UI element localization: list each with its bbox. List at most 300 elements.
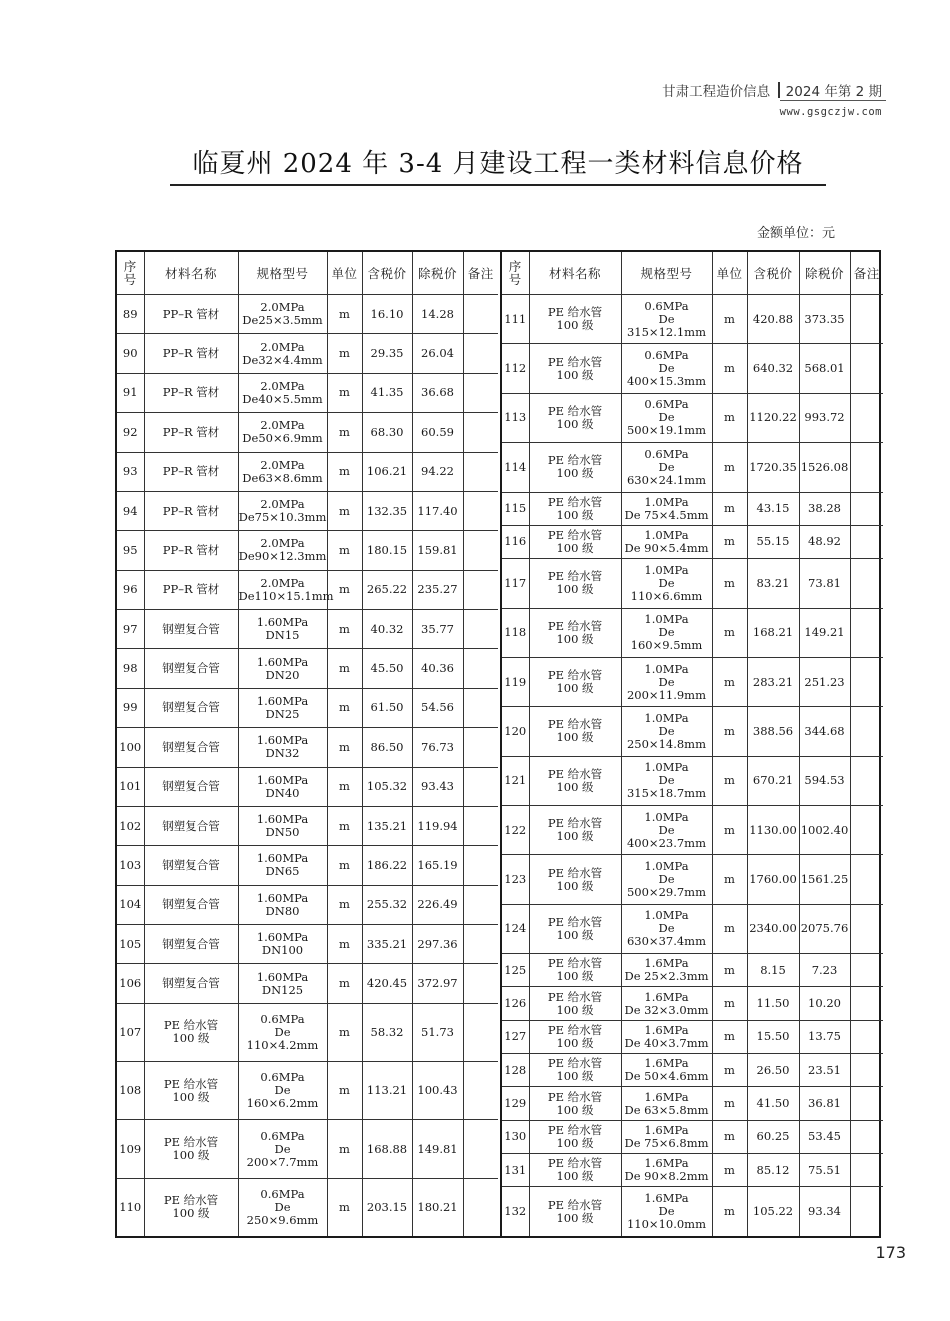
row-material-name [529, 1020, 621, 1053]
row-spec-line: 1.6MPa [644, 956, 689, 971]
row-material-name-line: 100 级 [556, 466, 594, 481]
row-no: 119 [502, 657, 529, 706]
row-unit: m [712, 295, 747, 344]
row-material-name-line: PE 给水管 [547, 354, 603, 369]
row-material-name [144, 295, 238, 334]
row-material-name [529, 987, 621, 1020]
row-tax-exclusive-price: 235.27 [412, 570, 463, 609]
table-row [502, 756, 883, 805]
row-unit: m [327, 964, 362, 1003]
row-unit: m [327, 1062, 362, 1120]
row-no: 132 [502, 1187, 529, 1236]
row-material-name [529, 904, 621, 953]
row-unit: m [712, 608, 747, 657]
row-material-name-line: PE 给水管 [547, 494, 603, 509]
row-tax-exclusive-price: 297.36 [412, 925, 463, 964]
header-tax-inclusive-price: 含税价 [362, 252, 412, 295]
row-tax-inclusive-price: 15.50 [747, 1020, 799, 1053]
row-material-name-line: PE 给水管 [163, 1135, 219, 1150]
row-material-name-line: 钢塑复合管 [162, 661, 220, 676]
row-spec-line: De 250×14.8mm [626, 723, 706, 751]
row-spec-line: 1.6MPa [644, 989, 689, 1004]
row-unit: m [327, 728, 362, 767]
row-material-name-line: PE 给水管 [547, 717, 603, 732]
row-remark [850, 492, 883, 525]
row-no: 101 [117, 767, 144, 806]
row-spec [238, 1120, 327, 1178]
row-spec-line: De 50×4.6mm [624, 1069, 709, 1084]
row-unit: m [327, 1120, 362, 1178]
row-spec [238, 846, 327, 885]
row-material-name [144, 531, 238, 570]
row-unit: m [327, 452, 362, 491]
table-row [502, 1087, 883, 1120]
row-remark [850, 657, 883, 706]
row-unit: m [712, 707, 747, 756]
row-spec [621, 1020, 712, 1053]
row-material-name-line: PE 给水管 [547, 527, 603, 542]
row-no: 121 [502, 756, 529, 805]
row-spec-line: DN100 [261, 943, 304, 958]
row-material-name-line: 100 级 [556, 730, 594, 745]
row-material-name-line: PP–R 管材 [162, 542, 220, 557]
row-spec [238, 806, 327, 845]
row-spec [621, 344, 712, 393]
row-tax-exclusive-price: 119.94 [412, 806, 463, 845]
row-spec-line: De 75×4.5mm [624, 507, 709, 522]
row-material-name-line: PE 给水管 [547, 914, 603, 929]
row-material-name-line: 钢塑复合管 [162, 857, 220, 872]
row-remark [850, 608, 883, 657]
row-spec [238, 334, 327, 373]
table-row [502, 855, 883, 904]
row-no: 131 [502, 1154, 529, 1187]
row-spec-line: De 500×19.1mm [626, 410, 706, 438]
row-material-name-line: 钢塑复合管 [162, 700, 220, 715]
row-spec [621, 608, 712, 657]
row-material-name [529, 806, 621, 855]
row-tax-inclusive-price: 1720.35 [747, 443, 799, 492]
row-tax-inclusive-price: 640.32 [747, 344, 799, 393]
row-material-name-line: PP–R 管材 [162, 346, 220, 361]
row-material-name-line: 100 级 [556, 416, 594, 431]
row-tax-inclusive-price: 420.88 [747, 295, 799, 344]
row-unit: m [327, 806, 362, 845]
row-remark [850, 393, 883, 442]
row-tax-inclusive-price: 132.35 [362, 491, 412, 530]
row-no: 130 [502, 1120, 529, 1153]
row-unit: m [712, 1054, 747, 1087]
row-tax-inclusive-price: 41.50 [747, 1087, 799, 1120]
publication-name: 甘肃工程造价信息 [662, 84, 771, 100]
row-spec [621, 492, 712, 525]
header-no-line1: 序 [508, 259, 522, 274]
row-tax-exclusive-price: 75.51 [799, 1154, 850, 1187]
row-material-name-line: PE 给水管 [547, 1056, 603, 1071]
row-remark [463, 295, 498, 334]
table-row [117, 728, 498, 767]
row-no: 99 [117, 688, 144, 727]
row-spec-line: De 630×24.1mm [626, 459, 706, 487]
row-material-name [529, 855, 621, 904]
table-row [117, 295, 498, 334]
row-tax-exclusive-price: 993.72 [799, 393, 850, 442]
row-tax-inclusive-price: 58.32 [362, 1003, 412, 1061]
row-material-name-line: PE 给水管 [547, 766, 603, 781]
header-unit: 单位 [712, 252, 747, 295]
row-material-name [144, 1062, 238, 1120]
table-row [502, 1054, 883, 1087]
row-tax-exclusive-price: 117.40 [412, 491, 463, 530]
row-unit: m [712, 525, 747, 558]
row-material-name-line: 钢塑复合管 [162, 976, 220, 991]
row-spec [621, 855, 712, 904]
row-spec-line: 1.6MPa [644, 1056, 689, 1071]
header-remark: 备注 [850, 252, 883, 295]
row-tax-inclusive-price: 420.45 [362, 964, 412, 1003]
row-material-name [529, 492, 621, 525]
row-spec-line: De 500×29.7mm [626, 872, 706, 900]
row-material-name-line: PE 给水管 [547, 1156, 603, 1171]
row-remark [463, 570, 498, 609]
row-tax-exclusive-price: 149.81 [412, 1120, 463, 1178]
row-tax-inclusive-price: 61.50 [362, 688, 412, 727]
row-spec [621, 954, 712, 987]
row-spec-line: 1.60MPa DN15 [256, 615, 320, 643]
row-unit: m [712, 492, 747, 525]
header-separator [778, 82, 780, 98]
table-row [117, 373, 498, 412]
row-spec [621, 1054, 712, 1087]
row-spec-line: 0.6MPa [644, 397, 689, 412]
row-material-name-line: PE 给水管 [547, 403, 603, 418]
row-spec-line: 2.0MPa [260, 378, 305, 393]
page-title: 临夏州 2024 年 3-4 月建设工程一类材料信息价格 [192, 149, 804, 179]
row-tax-exclusive-price: 93.34 [799, 1187, 850, 1236]
row-spec [238, 491, 327, 530]
row-material-name [529, 295, 621, 344]
row-remark [463, 767, 498, 806]
row-tax-inclusive-price: 85.12 [747, 1154, 799, 1187]
row-remark [850, 295, 883, 344]
row-spec-line: De 200×7.7mm [246, 1141, 319, 1169]
row-material-name [144, 1003, 238, 1061]
title-underline [170, 184, 826, 186]
table-row [117, 1178, 498, 1236]
row-spec-line: De 25×2.3mm [624, 969, 709, 984]
table-row [117, 452, 498, 491]
row-remark [463, 1120, 498, 1178]
row-no: 111 [502, 295, 529, 344]
row-tax-exclusive-price: 568.01 [799, 344, 850, 393]
row-no: 100 [117, 728, 144, 767]
row-tax-exclusive-price: 14.28 [412, 295, 463, 334]
table-row [117, 1003, 498, 1061]
row-tax-inclusive-price: 265.22 [362, 570, 412, 609]
row-tax-exclusive-price: 23.51 [799, 1054, 850, 1087]
row-remark [463, 688, 498, 727]
row-remark [850, 1020, 883, 1053]
header-no-line1: 序 [123, 259, 137, 274]
header-material-name: 材料名称 [144, 252, 238, 295]
row-material-name [529, 608, 621, 657]
row-tax-inclusive-price: 43.15 [747, 492, 799, 525]
row-spec [621, 443, 712, 492]
row-spec-line: De90×12.3mm [238, 549, 327, 564]
row-material-name-line: 100 级 [556, 1210, 594, 1225]
table-row [117, 846, 498, 885]
row-remark [463, 531, 498, 570]
row-tax-inclusive-price: 1760.00 [747, 855, 799, 904]
row-tax-exclusive-price: 10.20 [799, 987, 850, 1020]
row-remark [463, 491, 498, 530]
table-row [502, 559, 883, 608]
row-spec-line: De32×4.4mm [242, 352, 323, 367]
row-material-name-line: 100 级 [556, 1035, 594, 1050]
row-tax-exclusive-price: 226.49 [412, 885, 463, 924]
row-material-name-line: 100 级 [172, 1031, 210, 1046]
row-spec [621, 657, 712, 706]
row-tax-exclusive-price: 165.19 [412, 846, 463, 885]
website-url: www.gsgczjw.com [779, 106, 882, 118]
row-tax-exclusive-price: 54.56 [412, 688, 463, 727]
row-no: 118 [502, 608, 529, 657]
row-material-name-line: 100 级 [556, 681, 594, 696]
row-tax-exclusive-price: 94.22 [412, 452, 463, 491]
row-no: 89 [117, 295, 144, 334]
row-material-name-line: 100 级 [556, 540, 594, 555]
row-spec-line: De 90×8.2mm [624, 1169, 709, 1184]
row-spec-line: De 315×12.1mm [626, 311, 706, 339]
row-spec [238, 610, 327, 649]
row-spec-line: 0.6MPa [644, 298, 689, 313]
row-tax-exclusive-price: 7.23 [799, 954, 850, 987]
row-tax-inclusive-price: 105.22 [747, 1187, 799, 1236]
row-spec-line: De 63×5.8mm [624, 1102, 709, 1117]
row-spec-line: 1.6MPa [644, 1156, 689, 1171]
row-material-name [144, 491, 238, 530]
row-tax-inclusive-price: 113.21 [362, 1062, 412, 1120]
row-material-name [144, 964, 238, 1003]
table-row [502, 1020, 883, 1053]
row-unit: m [712, 756, 747, 805]
row-unit: m [327, 688, 362, 727]
row-material-name [529, 1154, 621, 1187]
row-tax-inclusive-price: 255.32 [362, 885, 412, 924]
table-row [502, 707, 883, 756]
row-spec-line: De 160×9.5mm [630, 625, 703, 653]
row-material-name [529, 443, 621, 492]
row-no: 112 [502, 344, 529, 393]
table-row [117, 767, 498, 806]
row-spec [621, 756, 712, 805]
table-row [502, 492, 883, 525]
row-spec-line: De25×3.5mm [242, 313, 323, 328]
row-material-name [144, 1178, 238, 1236]
row-material-name-line: 100 级 [556, 829, 594, 844]
row-tax-exclusive-price: 372.97 [412, 964, 463, 1003]
table-row [502, 1120, 883, 1153]
row-spec-line: 1.0MPa [644, 859, 689, 874]
row-spec-line: 2.0MPa [260, 339, 305, 354]
row-remark [850, 443, 883, 492]
row-spec [238, 964, 327, 1003]
table-row [117, 413, 498, 452]
table-row [502, 806, 883, 855]
table-row [502, 608, 883, 657]
row-spec [238, 649, 327, 688]
table-left-half [117, 252, 498, 1236]
row-no: 114 [502, 443, 529, 492]
row-material-name-line: PE 给水管 [547, 956, 603, 971]
row-material-name [529, 756, 621, 805]
row-spec-line: 1.0MPa [644, 527, 689, 542]
row-tax-inclusive-price: 283.21 [747, 657, 799, 706]
row-tax-exclusive-price: 53.45 [799, 1120, 850, 1153]
row-no: 109 [117, 1120, 144, 1178]
row-remark [850, 904, 883, 953]
row-remark [850, 707, 883, 756]
row-no: 93 [117, 452, 144, 491]
row-spec [238, 885, 327, 924]
row-spec [238, 295, 327, 334]
row-material-name-line: 100 级 [556, 507, 594, 522]
row-tax-inclusive-price: 106.21 [362, 452, 412, 491]
row-remark [463, 1003, 498, 1061]
table-row [502, 987, 883, 1020]
row-spec-line: DN125 [261, 982, 304, 997]
row-material-name-line: PP–R 管材 [162, 424, 220, 439]
row-spec-line: 1.6MPa [644, 1191, 689, 1206]
row-spec [238, 925, 327, 964]
row-material-name-line: PE 给水管 [547, 816, 603, 831]
row-spec-line: 1.60MPa [256, 930, 309, 945]
row-unit: m [327, 767, 362, 806]
row-material-name-line: PP–R 管材 [162, 582, 220, 597]
row-remark [850, 987, 883, 1020]
row-unit: m [327, 531, 362, 570]
row-tax-inclusive-price: 16.10 [362, 295, 412, 334]
row-material-name-line: 100 级 [556, 582, 594, 597]
row-spec-line: 1.60MPa [256, 969, 309, 984]
row-unit: m [712, 1087, 747, 1120]
row-material-name-line: 100 级 [172, 1089, 210, 1104]
row-no: 128 [502, 1054, 529, 1087]
row-spec-line: 1.0MPa [644, 562, 689, 577]
table-row [502, 657, 883, 706]
row-material-name-line: PE 给水管 [547, 453, 603, 468]
row-spec-line: 2.0MPa [260, 300, 305, 315]
row-remark [463, 413, 498, 452]
row-remark [850, 559, 883, 608]
header-rule [780, 100, 886, 101]
row-material-name-line: 100 级 [172, 1206, 210, 1221]
row-no: 96 [117, 570, 144, 609]
row-spec-line: 1.0MPa [644, 908, 689, 923]
row-remark [850, 1154, 883, 1187]
row-tax-inclusive-price: 55.15 [747, 525, 799, 558]
row-tax-exclusive-price: 26.04 [412, 334, 463, 373]
row-spec-line: De110×15.1mm [238, 588, 334, 603]
table-row [117, 925, 498, 964]
row-spec-line: 1.0MPa [644, 661, 689, 676]
row-tax-exclusive-price: 1002.40 [799, 806, 850, 855]
row-material-name-line: 100 级 [556, 1169, 594, 1184]
row-material-name-line: PE 给水管 [547, 618, 603, 633]
table-row [117, 531, 498, 570]
row-spec-line: 1.0MPa [644, 809, 689, 824]
row-remark [463, 846, 498, 885]
table-right-half [500, 252, 883, 1236]
row-spec-line: 0.6MPa [260, 1011, 305, 1026]
row-material-name-line: PP–R 管材 [162, 385, 220, 400]
row-spec-line: 1.0MPa [644, 494, 689, 509]
row-material-name-line: PE 给水管 [547, 1122, 603, 1137]
row-spec-line: 2.0MPa [260, 536, 305, 551]
row-no: 105 [117, 925, 144, 964]
row-spec-line: 0.6MPa [260, 1186, 305, 1201]
row-material-name [144, 728, 238, 767]
table-row [502, 1187, 883, 1236]
row-spec-line: 2.0MPa [260, 418, 305, 433]
row-tax-exclusive-price: 2075.76 [799, 904, 850, 953]
row-material-name-line: 100 级 [172, 1148, 210, 1163]
row-material-name-line: 钢塑复合管 [162, 739, 220, 754]
row-no: 124 [502, 904, 529, 953]
row-unit: m [712, 1187, 747, 1236]
row-tax-inclusive-price: 86.50 [362, 728, 412, 767]
row-spec [621, 1120, 712, 1153]
table-row [117, 649, 498, 688]
row-no: 94 [117, 491, 144, 530]
row-spec [238, 1062, 327, 1120]
row-material-name [144, 1120, 238, 1178]
row-tax-exclusive-price: 1526.08 [799, 443, 850, 492]
row-tax-exclusive-price: 36.68 [412, 373, 463, 412]
row-spec [238, 1003, 327, 1061]
row-spec-line: De 400×23.7mm [626, 822, 706, 850]
row-material-name [144, 925, 238, 964]
table-row [502, 1154, 883, 1187]
table-row [117, 688, 498, 727]
row-unit: m [712, 855, 747, 904]
row-material-name-line: PE 给水管 [547, 1197, 603, 1212]
row-unit: m [712, 1020, 747, 1053]
row-tax-inclusive-price: 135.21 [362, 806, 412, 845]
row-tax-exclusive-price: 36.81 [799, 1087, 850, 1120]
row-tax-exclusive-price: 51.73 [412, 1003, 463, 1061]
header-no [117, 252, 144, 295]
row-material-name [529, 393, 621, 442]
header-spec: 规格型号 [238, 252, 327, 295]
row-unit: m [327, 925, 362, 964]
row-unit: m [712, 904, 747, 953]
row-no: 90 [117, 334, 144, 373]
row-remark [850, 525, 883, 558]
row-material-name [144, 373, 238, 412]
row-tax-inclusive-price: 83.21 [747, 559, 799, 608]
row-unit: m [712, 393, 747, 442]
row-spec-line: De 400×15.3mm [626, 361, 706, 389]
table-row [117, 491, 498, 530]
row-material-name-line: PE 给水管 [163, 1018, 219, 1033]
row-material-name-line: PE 给水管 [547, 1089, 603, 1104]
row-spec [621, 987, 712, 1020]
row-spec-line: De 160×6.2mm [246, 1083, 319, 1111]
row-spec-line: De 110×6.6mm [630, 575, 703, 603]
row-tax-exclusive-price: 251.23 [799, 657, 850, 706]
row-remark [463, 649, 498, 688]
